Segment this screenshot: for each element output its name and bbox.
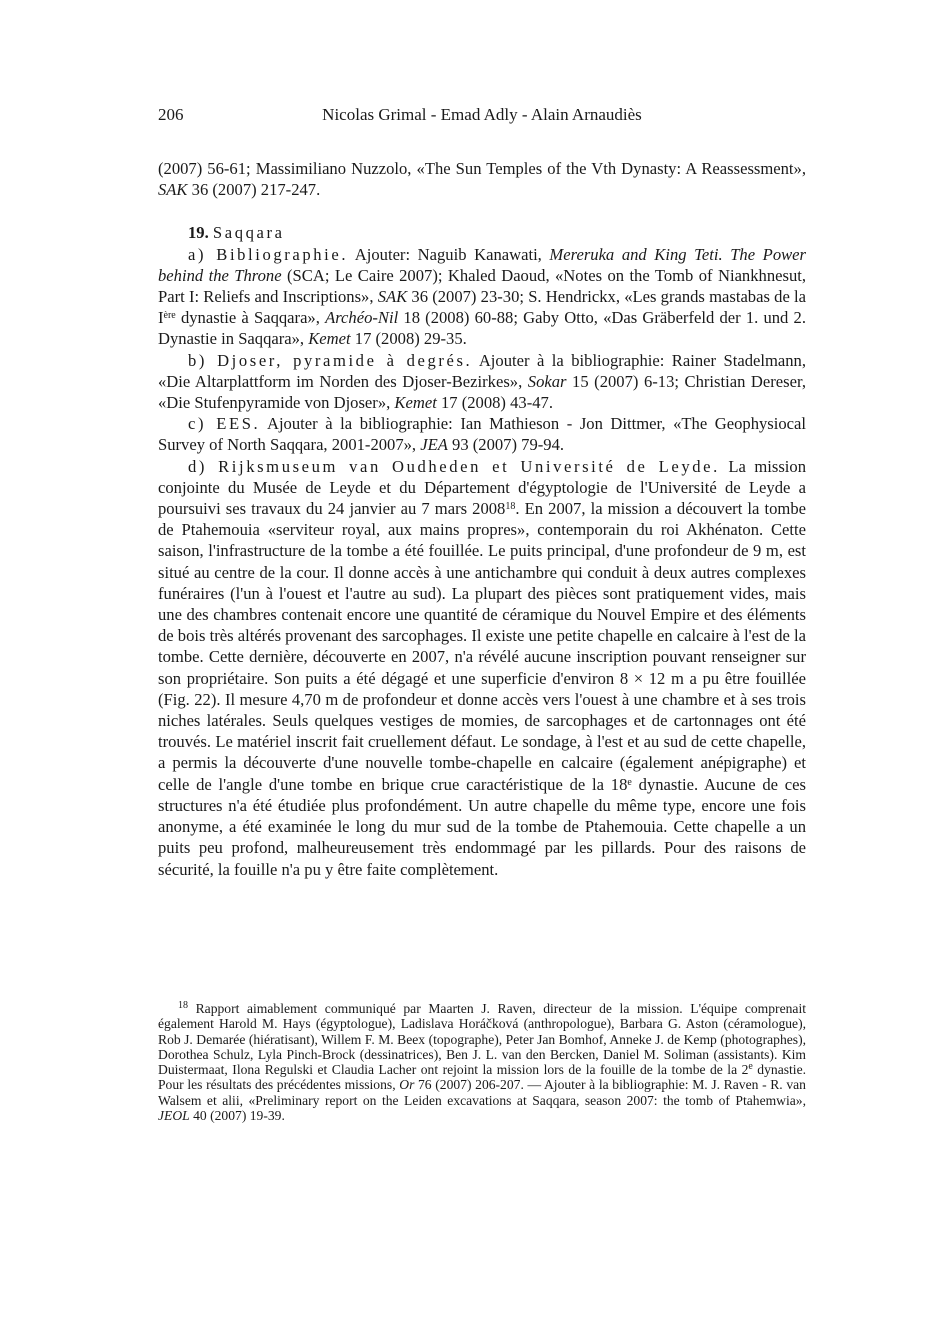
section-title: Saqqara bbox=[212, 223, 285, 243]
footnote-reference[interactable]: 18 bbox=[505, 501, 516, 513]
journal-title: JEOL bbox=[158, 1108, 190, 1124]
book-title: Mereruka and King Teti. The Power behind the Throne bbox=[158, 244, 807, 285]
main-text bbox=[158, 158, 806, 880]
section-number: 19. bbox=[188, 223, 209, 243]
text-run: 36 (2007) 23-30; S. Hendrickx, «Les grands mastabas de la I bbox=[158, 287, 806, 328]
paragraph-d bbox=[158, 456, 806, 880]
page-number: 206 bbox=[158, 105, 184, 124]
subsection-label: c) EES. bbox=[188, 414, 261, 434]
paragraph-c bbox=[158, 413, 806, 455]
paragraph-b bbox=[158, 350, 806, 414]
journal-title: Kemet bbox=[394, 393, 437, 413]
text-run: dynastie à Saqqara», bbox=[175, 308, 326, 328]
text-run: 18 (2008) 60-88; Gaby Otto, «Das Gräberfeld der 1. und 2. Dynastie in Saqqara», bbox=[158, 308, 806, 349]
journal-title: SAK bbox=[377, 287, 408, 307]
text-run: 17 (2008) 43-47. bbox=[436, 393, 553, 413]
text-run: 40 (2007) 19-39. bbox=[189, 1108, 285, 1124]
text-run: La mission conjointe du Musée de Leyde et du Département d'égyptologie de l'Université de Leyde a poursuivi ses travaux du 24 janvier au 7 mars 2008 bbox=[158, 456, 806, 519]
superscript: e bbox=[748, 1061, 753, 1073]
text-run: 15 (2007) 6-13; Christian Dereser, «Die Stufenpyramide von Djoser», bbox=[158, 371, 806, 413]
text-run: dynastie. Aucune de ces structures n'a été étudiée plus profondément. Un autre chapelle du même type, encore une fois anonyme, a été examinée le long du mur sud de la tombe de Ptahemouia. Cette chapelle a un puits peu profond, malheureusement très endommagé par les pillards. Pour des raisons de sécurité, la fouille n'a pu y être faite complètement. bbox=[158, 774, 806, 879]
subsection-label: d) Rijksmuseum van Oudheden et Université de Leyde. bbox=[188, 456, 720, 476]
text-run: 93 (2007) 79-94. bbox=[447, 435, 565, 455]
footnotes bbox=[158, 1001, 806, 1123]
text-run: (SCA; Le Caire 2007); Khaled Daoud, «Notes on the Tomb of Niankhnesut, Part I: Reliefs and Inscriptions», bbox=[158, 265, 807, 307]
subsection-label: b) Djoser, pyramide à degrés. bbox=[188, 350, 473, 370]
journal-title: Sokar bbox=[527, 371, 567, 391]
footnote-18 bbox=[158, 1001, 806, 1123]
journal-title: Or bbox=[399, 1077, 415, 1093]
text-run: 36 (2007) 217-247. bbox=[187, 180, 321, 200]
footnote-mark: 18 bbox=[178, 1000, 188, 1011]
running-title-authors: Nicolas Grimal - Emad Adly - Alain Arnaudiès bbox=[322, 105, 642, 124]
text-run: Ajouter à la bibliographie: Rainer Stadelmann, «Die Altarplattform im Norden des Djoser-Bezirkes», bbox=[158, 350, 806, 391]
text-run: 76 (2007) 206-207. — Ajouter à la bibliographie: M. J. Raven - R. van Walsem et alii, «Preliminary report on the Leiden excavations at Saqqara, season 2007: the tomb of Ptahemwia», bbox=[158, 1077, 806, 1108]
journal-title: SAK bbox=[158, 180, 188, 200]
text-run: Ajouter: Naguib Kanawati, bbox=[348, 244, 550, 264]
journal-title: Kemet bbox=[308, 329, 351, 349]
section-heading bbox=[158, 222, 806, 243]
continuation-paragraph bbox=[158, 158, 806, 200]
text-run: Ajouter à la bibliographie: Ian Mathieson - Jon Dittmer, «The Geophysiocal Survey of North Saqqara, 2001-2007», bbox=[158, 414, 806, 455]
paragraph-a bbox=[158, 244, 806, 350]
text-run: (2007) 56-61; Massimiliano Nuzzolo, «The Sun Temples of the Vth Dynasty: A Reassessment», bbox=[158, 159, 806, 178]
text-run: 17 (2008) 29-35. bbox=[350, 329, 467, 349]
journal-title: Archéo-Nil bbox=[325, 308, 399, 328]
text-run: dynastie. Pour les résultats des précédentes missions, bbox=[158, 1062, 806, 1093]
text-run: . En 2007, la mission a découvert la tombe de Ptahemouia «serviteur royal, aux mains propres», contemporain du roi Akhénaton. Cette saison, l'infrastructure de la tombe a été fouillée. Le puits principal, d'une profondeur de 9 m, est situé au centre de la cour. Il donne accès à une antichambre qui conduit à deux autres complexes funéraires (l'un à l'ouest et l'autre au sud). La plupart des pièces sont pratiquement vides, mais une des chambres contenait encore une quantité de céramique du Nouvel Empire et des éléments de bois très altérés provenant des sarcophages. Il existe une petite chapelle en calcaire à l'est de la tombe. Cette dernière, découverte en 2007, n'a révélé aucune inscription pouvant renseigner sur son propriétaire. Son puits a été dégagé et une superficie d'environ 8 × 12 m a pu être fouillée (Fig. 22). Il mesure 4,70 m de profondeur et donne accès vers l'ouest à une chambre et à ses trois niches latérales. Seuls quelques vestiges de momies, de sarcophages et de cartonnages ont été trouvés. Le matériel inscrit fait cruellement défaut. Le sondage, à l'est et au sud de cette chapelle, a permis la découverte d'une nouvelle tombe-chapelle en calcaire (également anépigraphe) et celle de l'angle d'une tombe en brique crue caractéristique de la 18 bbox=[158, 499, 807, 794]
superscript: ère bbox=[163, 310, 176, 322]
superscript: e bbox=[627, 776, 632, 788]
journal-title: JEA bbox=[420, 435, 448, 455]
subsection-label: a) Bibliographie. bbox=[188, 244, 349, 264]
text-run: Rapport aimablement communiqué par Maarten J. Raven, directeur de la mission. L'équipe comprenait également Harold M. Hays (égyptologue), Ladislava Horáčková (anthropologue), Barbara G. Aston (céramologue), Rob J. Demarée (hiératisant), Willem F. M. Beex (topographe), Peter Jan Bomhof, Anneke J. de Kemp (photographes), Dorothea Schulz, Lyla Pinch-Brock (dessinatrices), Ben J. L. van den Bercken, Daniel M. Soliman (assistants). Kim Duistermaat, Ilona Regulski et Claudia Lacher ont rejoint la mission lors de la fouille de la tombe de la 2 bbox=[158, 1001, 806, 1078]
